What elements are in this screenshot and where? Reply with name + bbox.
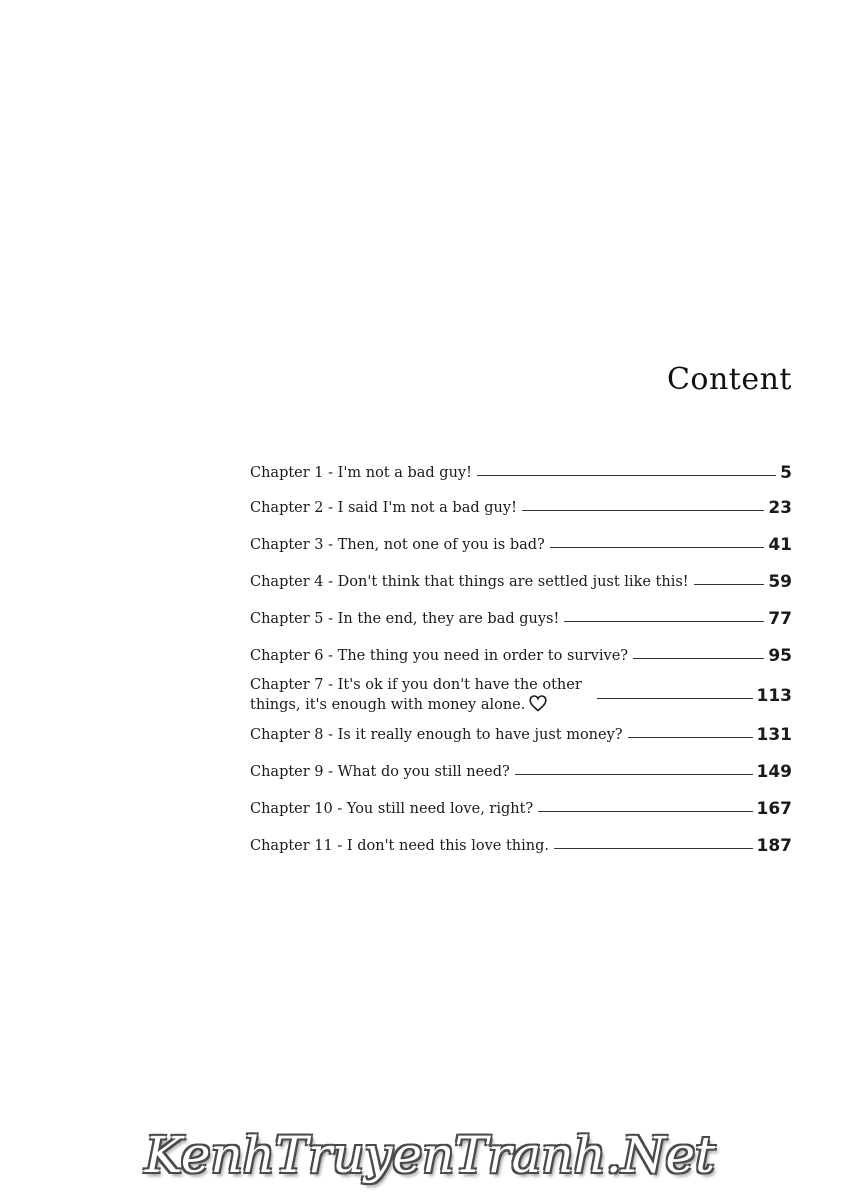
dotted-leader [515, 774, 753, 775]
watermark: KenhTruyenTranh.Net [144, 1126, 716, 1184]
toc-entry-page: 187 [756, 836, 792, 856]
toc-entry-label-line-1: Chapter 7 - It's ok if you don't have the other [250, 676, 582, 693]
toc-entry-chapter-6 [250, 638, 792, 675]
toc-entry-label-line-2: things, it's enough with money alone. [250, 696, 526, 713]
dotted-leader [550, 547, 765, 548]
toc-entry-label: Chapter 1 - I'm not a bad guy! [250, 465, 472, 481]
heart-icon [529, 695, 547, 718]
toc-entry-label: Chapter 8 - Is it really enough to have just money? [250, 726, 623, 743]
toc-entry-page: 131 [756, 724, 792, 745]
toc-entry-chapter-4 [250, 564, 792, 601]
toc-entry-page: 5 [780, 463, 792, 483]
toc-entry-label: Chapter 3 - Then, not one of you is bad? [250, 537, 545, 553]
dotted-leader [554, 848, 752, 849]
toc-entry-label: Chapter 5 - In the end, they are bad guys! [250, 611, 560, 627]
toc-entry-chapter-1 [250, 458, 792, 489]
toc-entry-label: Chapter 11 - I don't need this love thing. [250, 838, 550, 854]
toc-entry-page: 41 [768, 535, 792, 555]
dotted-leader [564, 621, 764, 622]
toc-entry-label: Chapter 4 - Don't think that things are settled just like this! [250, 574, 689, 590]
toc-entry-label: Chapter 9 - What do you still need? [250, 763, 510, 780]
toc-entry-chapter-5 [250, 601, 792, 638]
dotted-leader [522, 510, 764, 511]
toc-entry-page: 149 [756, 761, 792, 782]
dotted-leader [538, 811, 752, 812]
toc-entry-chapter-8 [250, 717, 792, 753]
dotted-leader [628, 737, 753, 738]
toc-entry-chapter-7 [250, 675, 792, 717]
dotted-leader [694, 584, 765, 585]
toc-entry-label [250, 675, 592, 718]
toc-entry-page: 95 [768, 646, 792, 666]
toc-entry-label: Chapter 6 - The thing you need in order to survive? [250, 648, 629, 664]
toc-entry-chapter-3 [250, 527, 792, 564]
toc-entry-page: 167 [756, 799, 792, 819]
toc-entry-chapter-10 [250, 791, 792, 828]
page-title: Content [666, 362, 792, 397]
dotted-leader [633, 658, 764, 659]
toc-entry-page: 59 [768, 572, 792, 592]
toc-entry-chapter-11 [250, 828, 792, 865]
toc-entry-chapter-2 [250, 489, 792, 527]
toc-entry-page: 113 [756, 685, 792, 706]
table-of-contents [250, 458, 792, 865]
toc-entry-label: Chapter 2 - I said I'm not a bad guy! [250, 499, 517, 516]
toc-entry-page: 77 [768, 609, 792, 629]
toc-entry-chapter-9 [250, 753, 792, 791]
toc-entry-label: Chapter 10 - You still need love, right? [250, 801, 534, 817]
toc-entry-page: 23 [768, 497, 792, 518]
dotted-leader [477, 475, 776, 476]
dotted-leader [597, 698, 753, 699]
